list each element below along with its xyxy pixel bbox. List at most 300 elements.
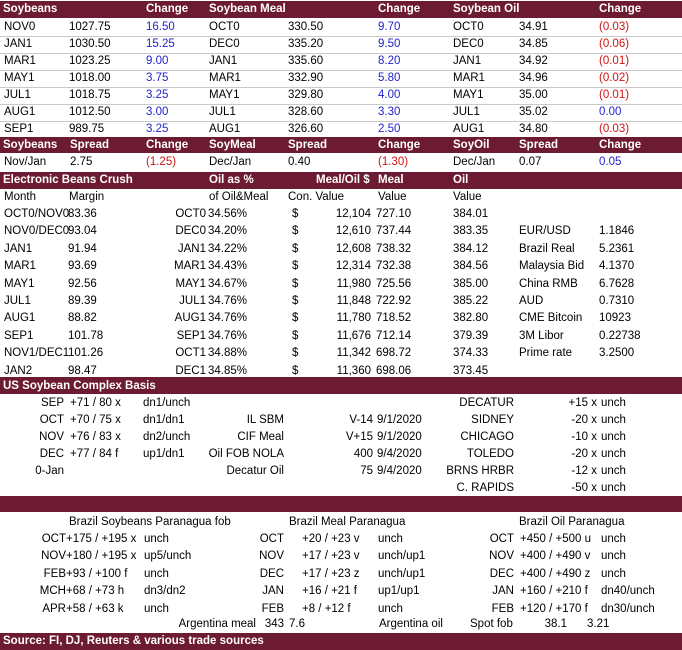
crush-month-header: Month bbox=[4, 191, 36, 203]
basis-gulf-month: 0-Jan bbox=[35, 465, 64, 477]
crush-oil-pct: 34.22% bbox=[208, 243, 248, 255]
basis-interior-value: -10 x bbox=[571, 431, 597, 443]
market-value: 6.7628 bbox=[599, 278, 635, 290]
spread-meal-label: Spread bbox=[288, 139, 327, 151]
brazil-soy-detail: unch bbox=[144, 568, 169, 580]
argentina-meal-value: 343 bbox=[264, 618, 284, 630]
soybeans-price: 1030.50 bbox=[69, 38, 111, 50]
market-value: 3.2500 bbox=[599, 347, 635, 359]
meal-price: 328.60 bbox=[288, 106, 324, 118]
meal-price: 332.90 bbox=[288, 72, 324, 84]
meal-change: 5.80 bbox=[378, 72, 401, 84]
oil-month: AUG1 bbox=[453, 123, 485, 135]
crush-meal-header: Meal bbox=[378, 174, 404, 186]
market-value: 5.2361 bbox=[599, 243, 635, 255]
crush-currency: $ bbox=[292, 295, 299, 307]
basis-gulf-value: +71 / 80 x bbox=[70, 397, 121, 409]
brazil-oil-value: +400 / +490 z bbox=[520, 568, 591, 580]
source-text: Source: FI, DJ, Reuters & various trade sources bbox=[3, 635, 264, 647]
crush-margin-header: Margin bbox=[69, 191, 105, 203]
soybeans-month: SEP1 bbox=[4, 123, 34, 135]
crush-month: MAR1 bbox=[4, 260, 36, 272]
brazil-oil-month: OCT bbox=[489, 533, 514, 545]
basis-title: US Soybean Complex Basis bbox=[3, 380, 156, 392]
soybeans-change-header: Change bbox=[146, 3, 189, 15]
crush-month: JAN2 bbox=[4, 365, 33, 377]
brazil-soy-month: MCH bbox=[39, 585, 66, 597]
crush-oil-month: MAY1 bbox=[175, 278, 206, 290]
spread-soybeans-title: Soybeans bbox=[3, 139, 58, 151]
market-label: AUD bbox=[519, 295, 544, 307]
basis-interior-detail: unch bbox=[601, 397, 626, 409]
crush-month: NOV0/DEC0 bbox=[4, 225, 70, 237]
crush-month: MAY1 bbox=[4, 278, 35, 290]
brazil-oil-month: JAN bbox=[492, 585, 514, 597]
crush-month: AUG1 bbox=[4, 312, 36, 324]
market-label: CME Bitcoin bbox=[519, 312, 583, 324]
brazil-meal-detail: unch/up1 bbox=[378, 568, 426, 580]
crush-oil-value-header: Value bbox=[453, 191, 482, 203]
crush-currency: $ bbox=[292, 330, 299, 342]
basis-gulf-value: +77 / 84 f bbox=[70, 448, 119, 460]
basis-gulf-month: SEP bbox=[40, 397, 64, 409]
crush-con-value: 11,342 bbox=[336, 347, 371, 359]
crush-month: NOV1/DEC1 bbox=[4, 347, 70, 359]
crush-oil-pct: 34.76% bbox=[208, 295, 248, 307]
crush-con-value: 11,848 bbox=[336, 295, 371, 307]
meal-change: 9.70 bbox=[378, 21, 401, 33]
crush-currency: $ bbox=[292, 365, 299, 377]
crush-currency: $ bbox=[292, 243, 299, 255]
crush-oil-pct-header: Oil as % bbox=[209, 174, 254, 186]
crush-meal-value: 732.38 bbox=[376, 260, 412, 272]
meal-month: JUL1 bbox=[209, 106, 236, 118]
basis-gulf-month: DEC bbox=[39, 448, 64, 460]
crush-oil-pct: 34.67% bbox=[208, 278, 248, 290]
oil-price: 34.80 bbox=[519, 123, 548, 135]
crush-oil-month: OCT1 bbox=[175, 347, 206, 359]
market-value: 10923 bbox=[599, 312, 631, 324]
crush-margin: 101.78 bbox=[68, 330, 104, 342]
crush-con-value-header: Con. Value bbox=[288, 191, 345, 203]
oil-title: Soybean Oil bbox=[453, 3, 520, 15]
spread-soybeans-pair: Nov/Jan bbox=[4, 156, 47, 168]
brazil-soy-value: +175 / +195 x bbox=[66, 533, 137, 545]
meal-change-header: Change bbox=[378, 3, 421, 15]
brazil-soy-title: Brazil Soybeans Paranagua fob bbox=[69, 516, 231, 528]
market-label: China RMB bbox=[519, 278, 578, 290]
row-divider bbox=[0, 87, 682, 88]
soybeans-change: 16.50 bbox=[146, 21, 175, 33]
argentina-meal-value2: 7.6 bbox=[289, 618, 305, 630]
market-label: Brazil Real bbox=[519, 243, 575, 255]
crush-currency: $ bbox=[292, 225, 299, 237]
basis-interior-value: +15 x bbox=[568, 397, 597, 409]
row-divider bbox=[0, 70, 682, 71]
spread-oil-label: Spread bbox=[519, 139, 558, 151]
crush-oil-value: 385.00 bbox=[453, 278, 489, 290]
soybeans-change: 3.25 bbox=[146, 123, 169, 135]
basis-interior-value: -12 x bbox=[571, 465, 597, 477]
spread-meal-pair: Dec/Jan bbox=[209, 156, 252, 168]
crush-oil-month: DEC1 bbox=[175, 365, 206, 377]
spot-fob-label: Spot fob bbox=[470, 618, 513, 630]
basis-product-date: 9/1/2020 bbox=[377, 414, 422, 426]
oil-month: JUL1 bbox=[453, 106, 480, 118]
crush-oil-pct: 34.56% bbox=[208, 208, 248, 220]
crush-oil-pct: 34.76% bbox=[208, 330, 248, 342]
brazil-meal-value: +16 / +21 f bbox=[302, 585, 357, 597]
row-divider bbox=[0, 36, 682, 37]
crush-oil-value: 384.12 bbox=[453, 243, 489, 255]
crush-meal-oil-header: Meal/Oil $ bbox=[316, 174, 370, 186]
brazil-meal-value: +17 / +23 v bbox=[302, 550, 360, 562]
argentina-oil-label: Argentina oil bbox=[379, 618, 443, 630]
crush-oil-value: 385.22 bbox=[453, 295, 489, 307]
brazil-soy-detail: unch bbox=[144, 603, 169, 615]
crush-oil-pct: 34.76% bbox=[208, 312, 248, 324]
brazil-meal-value: +20 / +23 v bbox=[302, 533, 360, 545]
crush-month: JUL1 bbox=[4, 295, 31, 307]
crush-currency: $ bbox=[292, 278, 299, 290]
oil-price: 34.91 bbox=[519, 21, 548, 33]
market-value: 1.1846 bbox=[599, 225, 635, 237]
basis-product-name: IL SBM bbox=[246, 414, 284, 426]
brazil-soy-month: NOV bbox=[41, 550, 66, 562]
brazil-oil-month: NOV bbox=[489, 550, 514, 562]
brazil-soy-detail: up5/unch bbox=[144, 550, 192, 562]
soybeans-change: 3.25 bbox=[146, 89, 169, 101]
soybeans-price: 989.75 bbox=[69, 123, 105, 135]
spread-soybeans-change-header: Change bbox=[146, 139, 189, 151]
spot-fob-value: 38.1 bbox=[544, 618, 567, 630]
crush-oil-header: Oil bbox=[453, 174, 469, 186]
oil-price: 34.96 bbox=[519, 72, 548, 84]
oil-month: JAN1 bbox=[453, 55, 482, 67]
soybeans-price: 1012.50 bbox=[69, 106, 111, 118]
brazil-soy-month: FEB bbox=[43, 568, 66, 580]
meal-change: 8.20 bbox=[378, 55, 401, 67]
brazil-oil-month: FEB bbox=[491, 603, 514, 615]
crush-meal-value: 718.52 bbox=[376, 312, 412, 324]
basis-gulf-value: +70 / 75 x bbox=[70, 414, 121, 426]
basis-interior-location: TOLEDO bbox=[466, 448, 514, 460]
crush-month: SEP1 bbox=[4, 330, 34, 342]
crush-oil-value: 374.33 bbox=[453, 347, 489, 359]
crush-month: JAN1 bbox=[4, 243, 33, 255]
brazil-soy-value: +58 / +63 k bbox=[66, 603, 124, 615]
meal-change: 9.50 bbox=[378, 38, 401, 50]
soybeans-month: NOV0 bbox=[4, 21, 36, 33]
crush-meal-value: 722.92 bbox=[376, 295, 412, 307]
brazil-oil-value: +450 / +500 u bbox=[520, 533, 591, 545]
crush-meal-value: 727.10 bbox=[376, 208, 412, 220]
crush-margin: 101.26 bbox=[68, 347, 104, 359]
oil-price: 35.02 bbox=[519, 106, 548, 118]
crush-oil-meal-header: of Oil&Meal bbox=[209, 191, 269, 203]
meal-price: 335.60 bbox=[288, 55, 324, 67]
brazil-meal-value: +17 / +23 z bbox=[302, 568, 360, 580]
brazil-oil-detail: unch bbox=[601, 568, 626, 580]
basis-product-name: CIF Meal bbox=[237, 431, 284, 443]
basis-interior-location: SIDNEY bbox=[471, 414, 514, 426]
brazil-soy-value: +180 / +195 x bbox=[66, 550, 137, 562]
soybeans-change: 15.25 bbox=[146, 38, 175, 50]
basis-gulf-month: NOV bbox=[39, 431, 64, 443]
crush-oil-value: 384.01 bbox=[453, 208, 489, 220]
crush-oil-month: JAN1 bbox=[177, 243, 206, 255]
crush-oil-value: 383.35 bbox=[453, 225, 489, 237]
oil-month: OCT0 bbox=[453, 21, 484, 33]
spread-oil-change: 0.05 bbox=[599, 156, 622, 168]
brazil-header-bar bbox=[0, 496, 682, 512]
row-divider bbox=[0, 121, 682, 122]
row-divider bbox=[0, 53, 682, 54]
oil-month: MAR1 bbox=[453, 72, 485, 84]
spread-oil-change-header: Change bbox=[599, 139, 642, 151]
crush-con-value: 11,676 bbox=[336, 330, 371, 342]
basis-interior-value: -50 x bbox=[571, 482, 597, 494]
brazil-soy-month: APR bbox=[42, 603, 66, 615]
crush-con-value: 12,104 bbox=[335, 208, 371, 220]
crush-con-value: 12,608 bbox=[335, 243, 371, 255]
crush-margin: 89.39 bbox=[68, 295, 97, 307]
market-value: 0.7310 bbox=[599, 295, 635, 307]
spread-meal-title: SoyMeal bbox=[209, 139, 256, 151]
brazil-oil-detail: dn40/unch bbox=[601, 585, 655, 597]
basis-product-name: Oil FOB NOLA bbox=[208, 448, 284, 460]
crush-oil-pct: 34.88% bbox=[208, 347, 248, 359]
crush-con-value: 11,780 bbox=[336, 312, 371, 324]
futures-header-bar bbox=[0, 1, 682, 18]
brazil-meal-month: JAN bbox=[262, 585, 284, 597]
basis-interior-value: -20 x bbox=[571, 414, 597, 426]
brazil-soy-value: +93 / +100 f bbox=[66, 568, 128, 580]
brazil-soy-month: OCT bbox=[41, 533, 66, 545]
crush-oil-value: 382.80 bbox=[453, 312, 489, 324]
oil-change: (0.01) bbox=[599, 89, 630, 101]
spot-fob-value2: 3.21 bbox=[587, 618, 610, 630]
basis-product-basis: 75 bbox=[360, 465, 373, 477]
basis-interior-location: CHICAGO bbox=[460, 431, 514, 443]
crush-meal-value: 698.06 bbox=[376, 365, 412, 377]
crush-oil-month: JUL1 bbox=[179, 295, 206, 307]
meal-month: MAY1 bbox=[209, 89, 240, 101]
crush-oil-month: DEC0 bbox=[175, 225, 206, 237]
oil-change-header: Change bbox=[599, 3, 642, 15]
crush-margin: 83.36 bbox=[68, 208, 97, 220]
basis-gulf-month: OCT bbox=[39, 414, 64, 426]
brazil-meal-month: DEC bbox=[259, 568, 284, 580]
oil-change: (0.06) bbox=[599, 38, 630, 50]
crush-currency: $ bbox=[292, 347, 299, 359]
basis-product-name: Decatur Oil bbox=[226, 465, 284, 477]
spread-oil-title: SoyOil bbox=[453, 139, 490, 151]
crush-con-value: 11,980 bbox=[336, 278, 371, 290]
crush-currency: $ bbox=[292, 312, 299, 324]
spread-meal-change: (1.30) bbox=[378, 156, 409, 168]
crush-margin: 91.94 bbox=[68, 243, 97, 255]
brazil-meal-month: NOV bbox=[259, 550, 284, 562]
oil-price: 34.85 bbox=[519, 38, 548, 50]
crush-meal-value: 712.14 bbox=[376, 330, 412, 342]
basis-gulf-detail: up1/dn1 bbox=[143, 448, 185, 460]
oil-change: 0.00 bbox=[599, 106, 622, 118]
oil-month: DEC0 bbox=[453, 38, 484, 50]
soybeans-month: MAR1 bbox=[4, 55, 36, 67]
brazil-soy-detail: dn3/dn2 bbox=[144, 585, 186, 597]
crush-oil-month: OCT0 bbox=[175, 208, 206, 220]
basis-product-basis: V+15 bbox=[345, 431, 373, 443]
soybeans-month: JUL1 bbox=[4, 89, 31, 101]
crush-oil-pct: 34.20% bbox=[208, 225, 248, 237]
meal-month: JAN1 bbox=[209, 55, 238, 67]
crush-meal-value: 725.56 bbox=[376, 278, 412, 290]
crush-currency: $ bbox=[292, 260, 299, 272]
basis-interior-detail: unch bbox=[601, 482, 626, 494]
brazil-meal-detail: unch bbox=[378, 603, 403, 615]
basis-product-date: 9/1/2020 bbox=[377, 431, 422, 443]
brazil-meal-month: FEB bbox=[261, 603, 284, 615]
market-value: 4.1370 bbox=[599, 260, 635, 272]
spread-meal-change-header: Change bbox=[378, 139, 421, 151]
crush-margin: 92.56 bbox=[68, 278, 97, 290]
oil-month: MAY1 bbox=[453, 89, 484, 101]
brazil-soy-value: +68 / +73 h bbox=[66, 585, 125, 597]
crush-oil-pct: 34.85% bbox=[208, 365, 248, 377]
row-divider bbox=[0, 104, 682, 105]
soybeans-title: Soybeans bbox=[3, 3, 58, 15]
spread-soybeans-label: Spread bbox=[70, 139, 109, 151]
soybeans-change: 3.00 bbox=[146, 106, 169, 118]
crush-meal-value: 737.44 bbox=[376, 225, 412, 237]
meal-change: 4.00 bbox=[378, 89, 401, 101]
basis-interior-value: -20 x bbox=[571, 448, 597, 460]
meal-price: 326.60 bbox=[288, 123, 324, 135]
spread-meal-value: 0.40 bbox=[288, 156, 311, 168]
crush-oil-value: 384.56 bbox=[453, 260, 489, 272]
brazil-meal-detail: up1/up1 bbox=[378, 585, 420, 597]
argentina-meal-label: Argentina meal bbox=[178, 618, 256, 630]
basis-interior-detail: unch bbox=[601, 465, 626, 477]
meal-price: 330.50 bbox=[288, 21, 324, 33]
oil-change: (0.01) bbox=[599, 55, 630, 67]
spread-soybeans-value: 2.75 bbox=[70, 156, 93, 168]
soybeans-change: 9.00 bbox=[146, 55, 169, 67]
basis-gulf-detail: dn2/unch bbox=[143, 431, 191, 443]
crush-oil-pct: 34.43% bbox=[208, 260, 248, 272]
crush-meal-value-header: Value bbox=[378, 191, 407, 203]
brazil-oil-detail: unch bbox=[601, 550, 626, 562]
crush-oil-month: MAR1 bbox=[174, 260, 206, 272]
soybeans-change: 3.75 bbox=[146, 72, 169, 84]
soybeans-month: JAN1 bbox=[4, 38, 33, 50]
meal-month: MAR1 bbox=[209, 72, 241, 84]
crush-con-value: 11,360 bbox=[336, 365, 371, 377]
market-label: EUR/USD bbox=[519, 225, 571, 237]
meal-change: 2.50 bbox=[378, 123, 401, 135]
crush-con-value: 12,314 bbox=[335, 260, 371, 272]
crush-oil-value: 373.45 bbox=[453, 365, 489, 377]
brazil-oil-value: +160 / +210 f bbox=[520, 585, 588, 597]
meal-month: AUG1 bbox=[209, 123, 241, 135]
brazil-meal-title: Brazil Meal Paranagua bbox=[289, 516, 406, 528]
crush-oil-month: AUG1 bbox=[174, 312, 206, 324]
crush-margin: 88.82 bbox=[68, 312, 97, 324]
meal-price: 329.80 bbox=[288, 89, 324, 101]
brazil-oil-detail: unch bbox=[601, 533, 626, 545]
brazil-meal-month: OCT bbox=[259, 533, 284, 545]
oil-price: 35.00 bbox=[519, 89, 548, 101]
basis-gulf-value: +76 / 83 x bbox=[70, 431, 121, 443]
spread-oil-value: 0.07 bbox=[519, 156, 542, 168]
market-label: Malaysia Bid bbox=[519, 260, 585, 272]
meal-price: 335.20 bbox=[288, 38, 324, 50]
soybeans-price: 1023.25 bbox=[69, 55, 111, 67]
brazil-meal-value: +8 / +12 f bbox=[302, 603, 351, 615]
basis-product-date: 9/4/2020 bbox=[377, 448, 422, 460]
soybeans-price: 1027.75 bbox=[69, 21, 111, 33]
brazil-oil-detail: dn30/unch bbox=[601, 603, 655, 615]
basis-product-date: 9/4/2020 bbox=[377, 465, 422, 477]
soybeans-price: 1018.75 bbox=[69, 89, 111, 101]
basis-gulf-detail: dn1/dn1 bbox=[143, 414, 185, 426]
crush-meal-value: 738.32 bbox=[376, 243, 412, 255]
meal-title: Soybean Meal bbox=[209, 3, 286, 15]
soybeans-price: 1018.00 bbox=[69, 72, 111, 84]
meal-change: 3.30 bbox=[378, 106, 401, 118]
crush-month: OCT0/NOV0 bbox=[4, 208, 70, 220]
basis-product-basis: 400 bbox=[353, 448, 373, 460]
brazil-meal-detail: unch/up1 bbox=[378, 550, 426, 562]
meal-month: OCT0 bbox=[209, 21, 240, 33]
oil-price: 34.92 bbox=[519, 55, 548, 67]
market-label: 3M Libor bbox=[519, 330, 564, 342]
brazil-oil-value: +400 / +490 v bbox=[520, 550, 591, 562]
brazil-soy-detail: unch bbox=[144, 533, 169, 545]
market-label: Prime rate bbox=[519, 347, 573, 359]
crush-margin: 93.69 bbox=[68, 260, 97, 272]
oil-change: (0.03) bbox=[599, 21, 630, 33]
crush-oil-value: 379.39 bbox=[453, 330, 489, 342]
oil-change: (0.03) bbox=[599, 123, 630, 135]
crush-margin: 93.04 bbox=[68, 225, 97, 237]
crush-con-value: 12,610 bbox=[335, 225, 371, 237]
crush-meal-value: 698.72 bbox=[376, 347, 412, 359]
brazil-oil-value: +120 / +170 f bbox=[520, 603, 588, 615]
basis-interior-location: C. RAPIDS bbox=[456, 482, 514, 494]
soybeans-month: MAY1 bbox=[4, 72, 35, 84]
spread-soybeans-change: (1.25) bbox=[146, 156, 177, 168]
crush-oil-month: SEP1 bbox=[176, 330, 206, 342]
brazil-oil-month: DEC bbox=[489, 568, 514, 580]
meal-month: DEC0 bbox=[209, 38, 240, 50]
basis-interior-detail: unch bbox=[601, 431, 626, 443]
crush-title: Electronic Beans Crush bbox=[3, 174, 133, 186]
crush-margin: 98.47 bbox=[68, 365, 97, 377]
basis-interior-detail: unch bbox=[601, 414, 626, 426]
basis-interior-location: DECATUR bbox=[459, 397, 514, 409]
soybeans-month: AUG1 bbox=[4, 106, 36, 118]
spread-oil-pair: Dec/Jan bbox=[453, 156, 496, 168]
brazil-meal-detail: unch bbox=[378, 533, 403, 545]
basis-interior-detail: unch bbox=[601, 448, 626, 460]
basis-interior-location: BRNS HRBR bbox=[446, 465, 514, 477]
basis-gulf-detail: dn1/unch bbox=[143, 397, 191, 409]
oil-change: (0.02) bbox=[599, 72, 630, 84]
market-value: 0.22738 bbox=[599, 330, 641, 342]
basis-product-basis: V-14 bbox=[349, 414, 373, 426]
